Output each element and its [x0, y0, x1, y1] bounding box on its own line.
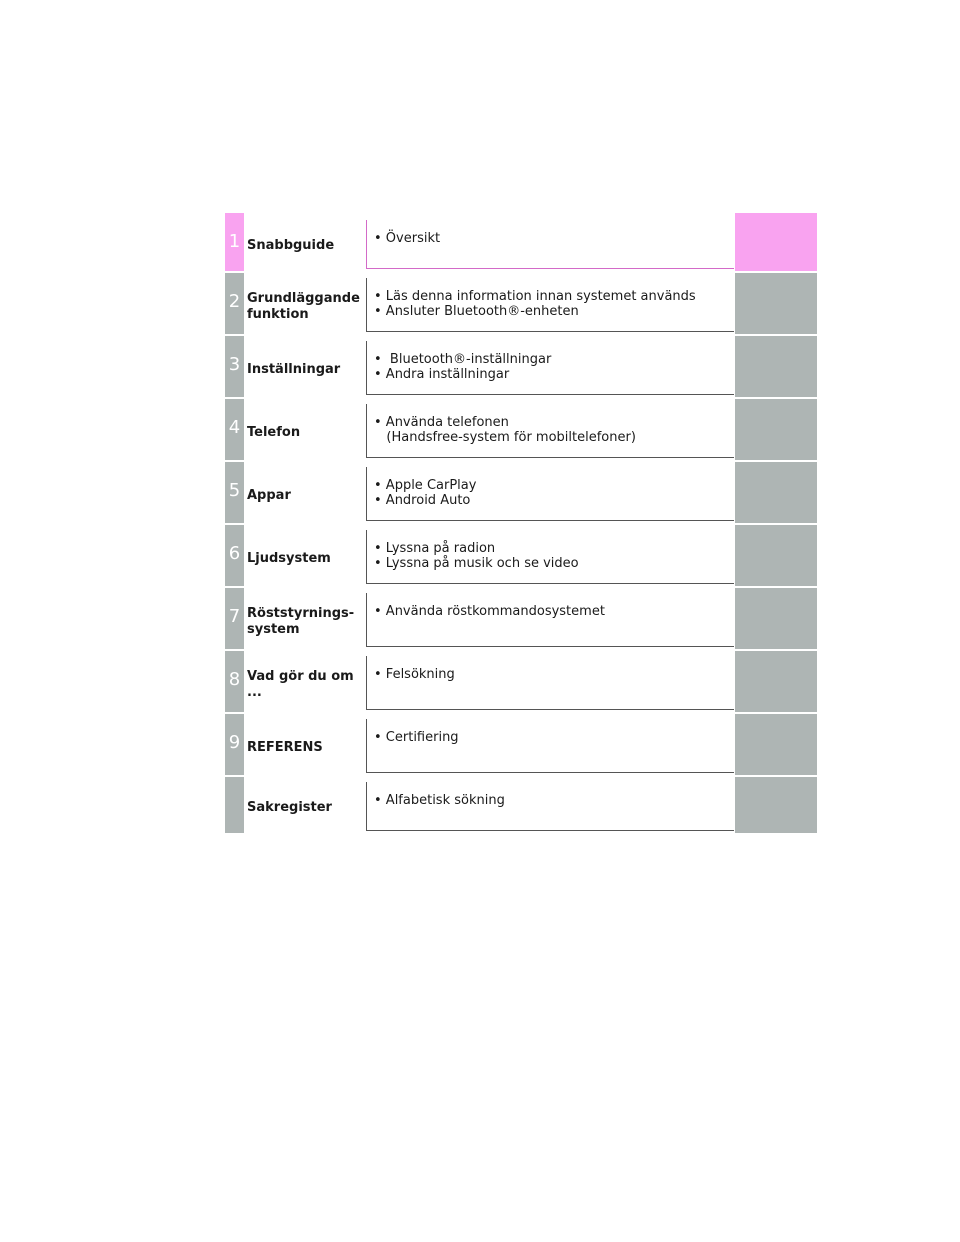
section-number: 7 [225, 586, 244, 649]
section-tab[interactable] [735, 712, 817, 775]
section-items [366, 341, 734, 395]
section-item[interactable]: • Lyssna på radion [374, 541, 496, 556]
toc-row-7[interactable] [225, 586, 817, 649]
section-tab[interactable] [735, 271, 817, 334]
section-item[interactable]: • Alfabetisk sökning [374, 793, 505, 808]
section-items [366, 278, 734, 332]
section-tab[interactable] [735, 775, 817, 833]
section-number: 2 [225, 271, 244, 334]
section-tab[interactable] [735, 213, 817, 271]
toc-row-4[interactable] [225, 397, 817, 460]
section-item[interactable]: • Översikt [374, 231, 441, 246]
section-item[interactable]: • Använda röstkommandosystemet [374, 604, 605, 619]
section-items [366, 404, 734, 458]
section-tab[interactable] [735, 523, 817, 586]
section-item[interactable]: • Bluetooth®-inställningar [374, 352, 552, 367]
section-title: Ljudsystem [247, 550, 331, 566]
toc-row-1[interactable] [225, 213, 817, 271]
section-items [366, 220, 734, 269]
section-number: 1 [225, 213, 244, 271]
section-title: Sakregister [247, 800, 332, 815]
toc-row-index[interactable] [225, 775, 817, 833]
section-items [366, 593, 734, 647]
section-title: Röststyrnings- system [247, 605, 355, 637]
section-title: Inställningar [247, 361, 341, 377]
section-item[interactable]: • Läs denna information innan systemet används [374, 289, 696, 304]
section-number: 9 [225, 712, 244, 775]
toc-row-6[interactable] [225, 523, 817, 586]
section-tab[interactable] [735, 334, 817, 397]
section-title: Vad gör du om ... [247, 668, 354, 700]
toc-row-5[interactable] [225, 460, 817, 523]
section-tab[interactable] [735, 460, 817, 523]
section-number: 8 [225, 649, 244, 712]
toc-row-2[interactable] [225, 271, 817, 334]
section-number: 4 [225, 397, 244, 460]
section-item[interactable]: • Ansluter Bluetooth®-enheten [374, 304, 579, 319]
section-item[interactable]: • Apple CarPlay [374, 478, 477, 493]
toc-row-9[interactable] [225, 712, 817, 775]
section-title: REFERENS [247, 739, 323, 755]
section-title: Grundläggande funktion [247, 290, 360, 322]
section-item[interactable]: • Lyssna på musik och se video [374, 556, 579, 571]
section-tab[interactable] [735, 397, 817, 460]
section-number: 3 [225, 334, 244, 397]
section-items [366, 782, 734, 831]
section-items [366, 467, 734, 521]
section-item[interactable]: • Android Auto [374, 493, 471, 508]
section-item[interactable]: • Använda telefonen [374, 415, 509, 430]
section-item[interactable]: • Andra inställningar [374, 367, 510, 382]
section-title: Telefon [247, 424, 301, 440]
section-items [366, 656, 734, 710]
table-of-contents [225, 213, 817, 833]
section-tab[interactable] [735, 586, 817, 649]
section-item[interactable]: (Handsfree-system för mobiltelefoner) [374, 430, 636, 445]
section-item[interactable]: • Felsökning [374, 667, 455, 682]
section-item[interactable]: • Certifiering [374, 730, 459, 745]
section-title: Appar [247, 487, 291, 503]
section-items [366, 530, 734, 584]
toc-row-8[interactable] [225, 649, 817, 712]
section-tab[interactable] [735, 649, 817, 712]
toc-row-3[interactable] [225, 334, 817, 397]
section-number: 5 [225, 460, 244, 523]
section-number: 6 [225, 523, 244, 586]
section-items [366, 719, 734, 773]
section-number [225, 775, 244, 833]
section-title: Snabbguide [247, 238, 335, 253]
